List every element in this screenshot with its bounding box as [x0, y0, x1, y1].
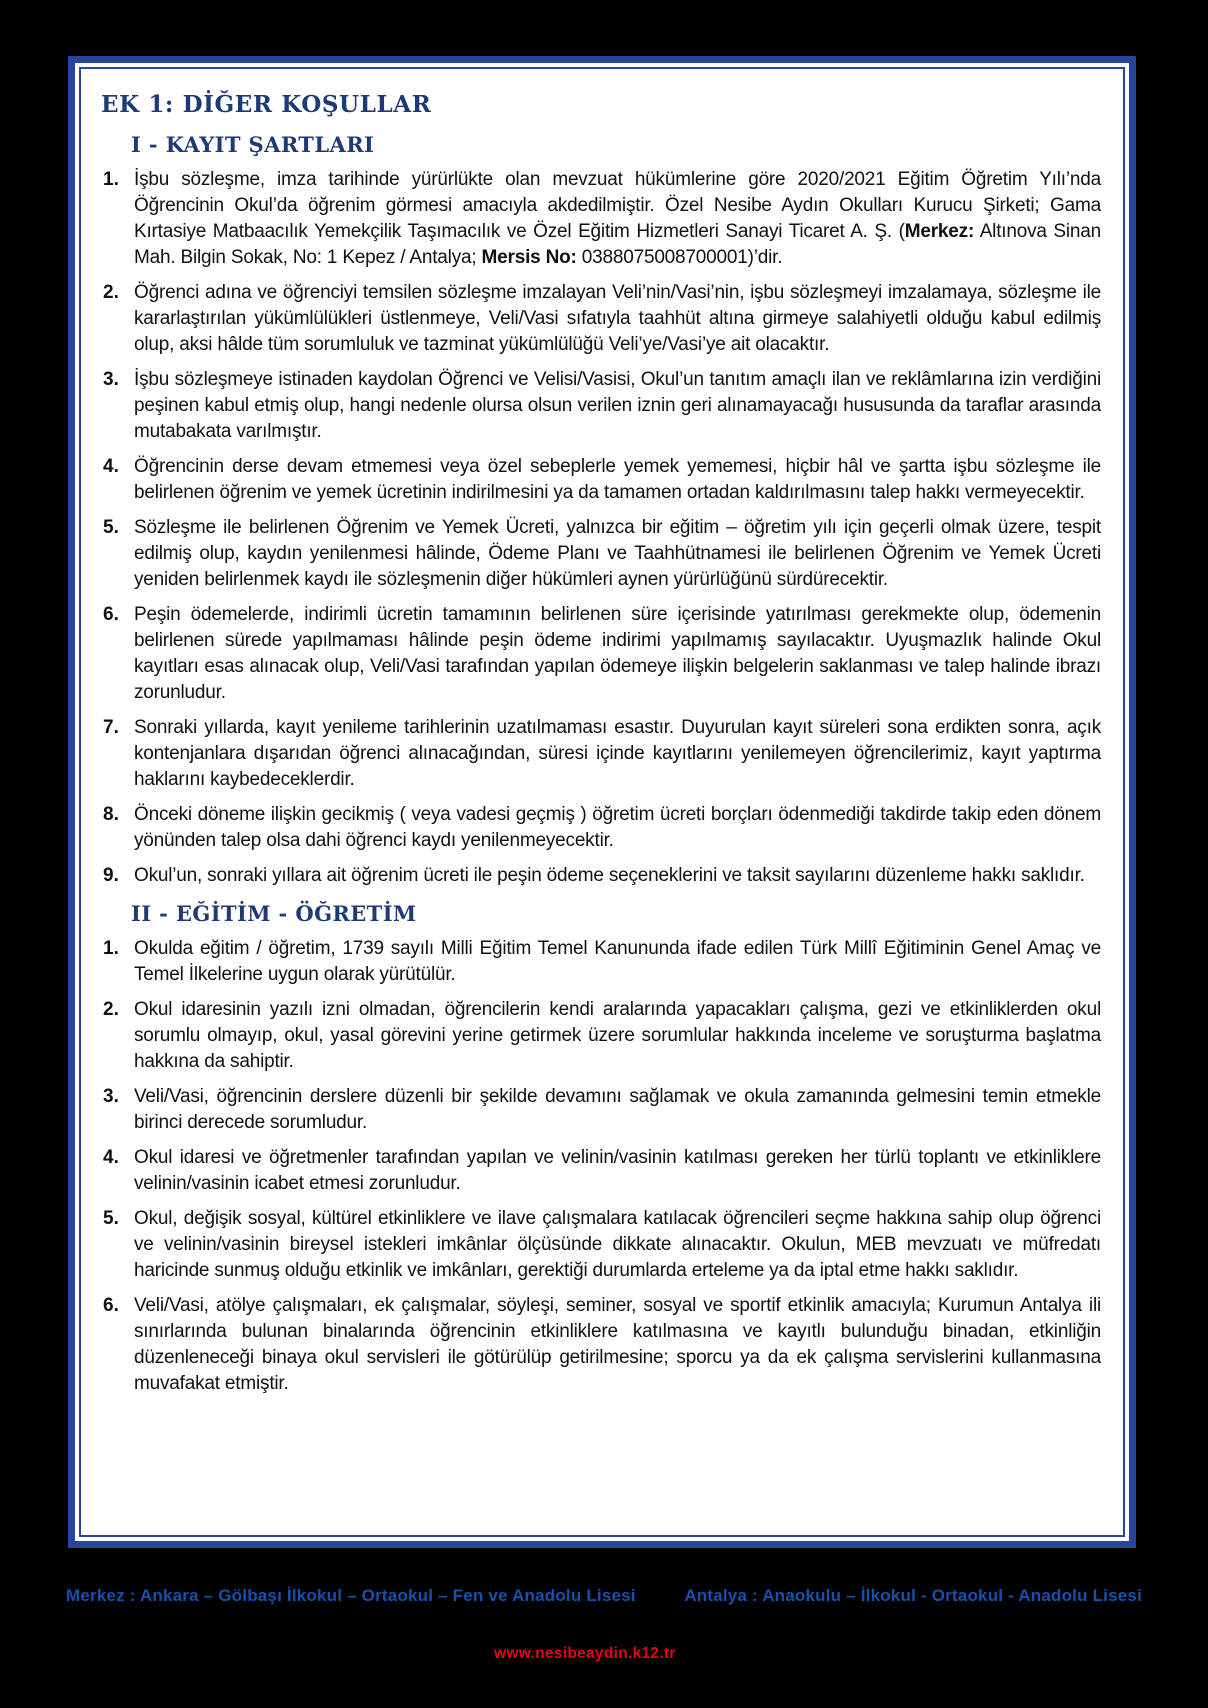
item-number: 6. [103, 604, 119, 625]
item-text: Okulda eğitim / öğretim, 1739 sayılı Milli Eğitim Temel Kanununda ifade edilen Türk Millî Eğitiminin Genel Amaç ve Temel İlkelerine uygun olarak yürütülür. [134, 938, 1101, 985]
item-number: 1. [103, 938, 119, 959]
contract-item-1-4 [101, 454, 1101, 506]
item-number: 3. [103, 369, 119, 390]
item-text: Veli/Vasi, öğrencinin derslere düzenli bir şekilde devamını sağlamak ve okula zamanında gelmesini temin etmekle birinci derecede sorumludur. [134, 1086, 1101, 1133]
contract-item-1-8 [101, 802, 1101, 854]
item-text: Sözleşme ile belirlenen Öğrenim ve Yemek Ücreti, yalnızca bir eğitim – öğretim yılı için geçerli olmak üzere, tespit edilmiş olup, kaydın yenilenmesi hâlinde, Ödeme Planı ve Taahhütnamesi ile belirlenen Öğrenim ve Yemek Ücreti yeniden belirlenmek kaydı ile sözleşmenin diğer hükümleri aynen yürürlüğünü sürdürecektir. [134, 517, 1101, 590]
item-number: 8. [103, 804, 119, 825]
contract-item-2-6 [101, 1293, 1101, 1397]
item-text-part: İşbu sözleşme, imza tarihinde yürürlükte olan mevzuat hükümlerine göre 2020/2021 Eğitim Öğretim Yılı’nda Öğrencinin Okul’da öğrenim görmesi amacıyla akdedilmiştir. Özel Nesibe Aydın Okulları Kurucu Şirketi; Gama Kırtasiye Matbaacılık Yemekçilik Taşımacılık ve Özel Eğitim Hizmetleri Sanayi Ticaret A. Ş. ( [134, 169, 1101, 242]
item-number: 3. [103, 1086, 119, 1107]
item-number: 6. [103, 1295, 119, 1316]
item-text: Veli/Vasi, atölye çalışmaları, ek çalışmalar, söyleşi, seminer, sosyal ve sportif etkinlik amacıyla; Kurumun Antalya ili sınırlarında bulunan binalarında öğrencinin etkinliklere katılmasına ve kayıtlı bulunduğu binadan, etkinliğin düzenleneceği binaya okul servisleri ile götürülüp getirilmesine; sporcu ya da ek çalışma servislerini kullanmasına muvafakat etmiştir. [134, 1295, 1101, 1394]
item-number: 2. [103, 999, 119, 1020]
contract-item-1-5 [101, 515, 1101, 593]
item-number: 5. [103, 517, 119, 538]
contract-item-2-5 [101, 1206, 1101, 1284]
item-text: Peşin ödemelerde, indirimli ücretin tamamının belirlenen süre içerisinde yatırılması gerekmekte olup, ödemenin belirlenen sürede yapılmaması hâlinde peşin ödeme indirimi yapılmamış sayılacaktır. Uyuşmazlık halinde Okul kayıtları esas alınacak olup, Veli/Vasi tarafından yapılan ödemeye ilişkin belgelerin saklanması ve talep halinde ibrazı zorunludur. [134, 604, 1101, 703]
section-2-heading: II - EĞİTİM - ÖĞRETİM [131, 901, 417, 926]
item-number: 7. [103, 717, 119, 738]
item-number: 2. [103, 282, 119, 303]
page-title: EK 1: DİĞER KOŞULLAR [101, 91, 432, 118]
item-text: Okul, değişik sosyal, kültürel etkinliklere ve ilave çalışmalara katılacak öğrencileri seçme hakkına sahip olup öğrenci ve velinin/vasinin bireysel istekleri imkânlar ölçüsünde dikkate alınacaktır. Okulun, MEB mevzuatı ve müfredatı haricinde sunmuş olduğu etkinlik ve imkânları, gerektiği durumlarda erteleme ya da iptal etme hakkı saklıdır. [134, 1208, 1101, 1281]
item-text: Okul’un, sonraki yıllara ait öğrenim ücreti ile peşin ödeme seçeneklerini ve taksit sayılarını düzenleme hakkı saklıdır. [134, 865, 1085, 886]
item-text: Önceki döneme ilişkin gecikmiş ( veya vadesi geçmiş ) öğretim ücreti borçları ödenmediği takdirde takip eden dönem yönünden talep olsa dahi öğrenci kaydı yenilenmeyecektir. [134, 804, 1101, 851]
contract-page [68, 56, 1136, 1548]
contract-item-1-6 [101, 602, 1101, 706]
footer-campus-merkez: Merkez : Ankara – Gölbaşı İlkokul – Ortaokul – Fen ve Anadolu Lisesi [66, 1586, 636, 1605]
footer-campuses [66, 1586, 1142, 1606]
item-text-bold-mersis: Mersis No: [481, 247, 577, 268]
item-text: İşbu sözleşmeye istinaden kaydolan Öğrenci ve Velisi/Vasisi, Okul’un tanıtım amaçlı ilan ve reklâmlarına izin verdiğini peşinen kabul etmiş olup, hangi nedenle olursa olsun verilen iznin geri alınamayacağı hususunda da taraflar arasında mutabakata varılmıştır. [134, 369, 1101, 442]
item-text-part: 0388075008700001)’dir. [576, 247, 783, 268]
website-url: www.nesibeaydin.k12.tr [494, 1645, 676, 1662]
item-number: 5. [103, 1208, 119, 1229]
footer-campus-antalya: Antalya : Anaokulu – İlkokul - Ortaokul - Anadolu Lisesi [684, 1586, 1142, 1605]
contract-item-1-9 [101, 863, 1101, 889]
item-text-bold-merkez: Merkez: [904, 221, 975, 242]
item-number: 9. [103, 865, 119, 886]
contract-item-1-2 [101, 280, 1101, 358]
page-border-inner [79, 67, 1125, 1537]
item-text: Okul idaresinin yazılı izni olmadan, öğrencilerin kendi aralarında yapacakları çalışma, gezi ve etkinliklerden okul sorumlu olmayıp, okul, yasal görevini yerine getirmek üzere sorumlular hakkında inceleme ve soruşturma başlatma hakkına da sahiptir. [134, 999, 1101, 1072]
contract-item-1-3 [101, 367, 1101, 445]
contract-item-1-7 [101, 715, 1101, 793]
contract-item-2-1 [101, 936, 1101, 988]
contract-item-2-3 [101, 1084, 1101, 1136]
section-1-heading: I - KAYIT ŞARTLARI [131, 132, 375, 157]
item-number: 1. [103, 169, 119, 190]
item-number: 4. [103, 456, 119, 477]
item-text: Öğrencinin derse devam etmemesi veya özel sebeplerle yemek yememesi, hiçbir hâl ve şartta işbu sözleşme ile belirlenen öğrenim ve yemek ücretinin indirilmesini ya da tamamen ortadan kaldırılmasını talep hakkı vermeyecektir. [134, 456, 1101, 503]
contract-item-2-2 [101, 997, 1101, 1075]
item-text: Okul idaresi ve öğretmenler tarafından yapılan ve velinin/vasinin katılması gereken her türlü toplantı ve etkinliklere velinin/vasinin icabet etmesi zorunludur. [134, 1147, 1101, 1194]
item-text: Sonraki yıllarda, kayıt yenileme tarihlerinin uzatılmaması esastır. Duyurulan kayıt süreleri sona erdikten sonra, açık kontenjanlara dışarıdan öğrenci alınacağından, süresi içinde kayıtlarını yenilemeyen öğrencilerimiz, kayıt yaptırma haklarını kaybedeceklerdir. [134, 717, 1101, 790]
item-text-part: Altınova Sinan Mah. Bilgin Sokak, No: 1 Kepez / Antalya; [134, 221, 1101, 268]
contract-item-1-1 [101, 167, 1101, 271]
contract-item-2-4 [101, 1145, 1101, 1197]
item-number: 4. [103, 1147, 119, 1168]
item-text: Öğrenci adına ve öğrenciyi temsilen sözleşme imzalayan Veli’nin/Vasi’nin, işbu sözleşmeyi imzalamaya, sözleşme ile kararlaştırılan yükümlülükleri üstlenmeye, Veli/Vasi sıfatıyla taahhüt altına girmeye salahiyetli olduğu kabul edilmiş olup, aksi hâlde tüm sorumluluk ve tazminat yükümlülüğü Veli’ye/Vasi’ye ait olacaktır. [134, 282, 1101, 355]
item-text [134, 169, 1101, 268]
